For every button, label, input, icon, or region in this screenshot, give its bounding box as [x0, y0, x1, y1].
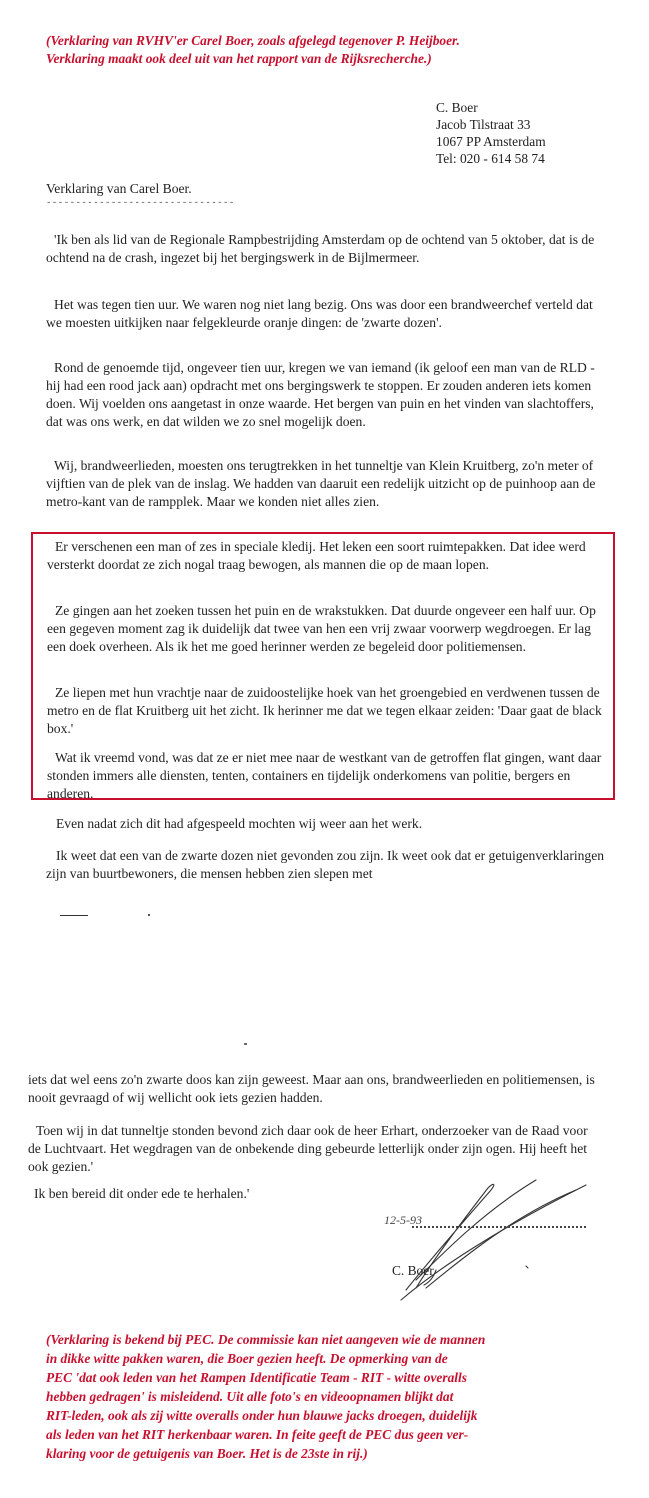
closing-statement: Ik ben bereid dit onder ede te herhalen.': [34, 1186, 250, 1201]
scan-speck: [244, 1043, 247, 1045]
boxed-paragraph-3: Ze liepen met hun vrachtje naar de zuidoostelijke hoek van het groengebied en verdwenen tussen de metro en de flat Kruitberg uit het zicht. Ik herinner me dat we tegen elkaar zeiden: 'Daar gaat de black box.': [47, 685, 602, 736]
signature-name: C. Boer: [392, 1263, 434, 1278]
handwritten-signature: [376, 1170, 596, 1310]
paragraph-1: 'Ik ben als lid van de Regionale Rampbestrijding Amsterdam op de ochtend van 5 oktober, dat is de ochtend na de crash, ingezet bij het bergingswerk in de Bijlmermeer.: [46, 232, 595, 265]
title-underline: --------------------------------: [46, 198, 235, 208]
footer-annotation: (Verklaring is bekend bij PEC. De commissie kan niet aangeven wie de mannen in dikke witte pakken waren, die Boer gezien heeft. De opmerking van de PEC 'dat ook leden van het Rampen Identificatie Team - RIT - witte overalls hebben gedragen' is misleidend. Uit alle foto's en videoopnamen blijkt dat RIT-leden, ook als zij witte overalls onder hun blauwe jacks droegen, duidelijk als leden van het RIT herkenbaar waren. In feite geeft de PEC dus geen ver- klaring voor de getuigenis van Boer. Het is de 23ste in rij.): [46, 1332, 486, 1461]
boxed-paragraph-1: Er verschenen een man of zes in speciale kledij. Het leken een soort ruimtepakken. Dat idee werd versterkt doordat ze zich nogal traag bewogen, als mannen die op de maan lopen.: [47, 539, 586, 572]
sender-city: 1067 PP Amsterdam: [436, 134, 546, 149]
header-annotation: (Verklaring van RVHV'er Carel Boer, zoals afgelegd tegenover P. Heijboer. Verklaring maakt ook deel uit van het rapport van de Rijksrecherche.): [46, 33, 460, 66]
signature-date: 12-5-93: [384, 1213, 422, 1227]
sender-phone: Tel: 020 - 614 58 74: [436, 151, 545, 166]
boxed-paragraph-2: Ze gingen aan het zoeken tussen het puin en de wrakstukken. Dat duurde ongeveer een half uur. Op een gegeven moment zag ik duidelijk dat twee van hen een vrij zwaar voorwerp wegdroegen. Er lag een doek overheen. Als ik het me goed herinner werden ze begeleid door politiemensen.: [47, 603, 596, 654]
scan-dash-mark: [60, 915, 88, 916]
paragraph-2: Het was tegen tien uur. We waren nog niet lang bezig. Ons was door een brandweerchef verteld dat we moesten uitkijken naar felgekleurde oranje dingen: de 'zwarte dozen'.: [46, 297, 593, 330]
paragraph-after-box-4: Toen wij in dat tunneltje stonden bevond zich daar ook de heer Erhart, onderzoeker van de Raad voor de Luchtvaart. Het wegdragen van de onbekende ding gebeurde letterlijk onder zijn ogen. Hij heeft het ook gezien.': [28, 1123, 588, 1174]
boxed-paragraph-4: Wat ik vreemd vond, was dat ze er niet mee naar de westkant van de getroffen flat gingen, want daar stonden immers alle diensten, tenten, containers en tijdelijk onderkomens van politie, bergers en anderen.: [47, 750, 602, 801]
sender-name: C. Boer: [436, 100, 478, 115]
signature-dotted-line: [412, 1226, 586, 1228]
paragraph-3: Rond de genoemde tijd, ongeveer tien uur, kregen we van iemand (ik geloof een man van de RLD - hij had een rood jack aan) opdracht met ons bergingswerk te stoppen. Er zouden anderen iets komen doen. Wij voelden ons aangetast in onze waarde. Het bergen van puin en het vinden van slachtoffers, dat was ons werk, en dat wilden we zo snel mogelijk doen.: [46, 360, 595, 429]
paragraph-after-box-3: iets dat wel eens zo'n zwarte doos kan zijn geweest. Maar aan ons, brandweerlieden en politiemensen, is nooit gevraagd of wij wellicht ook iets gezien hadden.: [28, 1072, 595, 1105]
sender-street: Jacob Tilstraat 33: [436, 117, 531, 132]
sender-address-block: [436, 99, 546, 167]
letter-title: Verklaring van Carel Boer.: [46, 181, 192, 196]
paragraph-after-box-2: Ik weet dat een van de zwarte dozen niet gevonden zou zijn. Ik weet ook dat er getuigenverklaringen zijn van buurtbewoners, die mensen hebben zien slepen met: [46, 848, 605, 881]
scan-speck: [148, 914, 150, 916]
paragraph-4: Wij, brandweerlieden, moesten ons terugtrekken in het tunneltje van Klein Kruitberg, zo'n meter of vijftien van de plek van de inslag. We hadden van daaruit een redelijk uitzicht op de puinhoop aan de metro-kant van de rampplek. Maar we konden niet alles zien.: [46, 458, 596, 509]
paragraph-after-box-1: Even nadat zich dit had afgespeeld mochten wij weer aan het werk.: [56, 816, 423, 831]
